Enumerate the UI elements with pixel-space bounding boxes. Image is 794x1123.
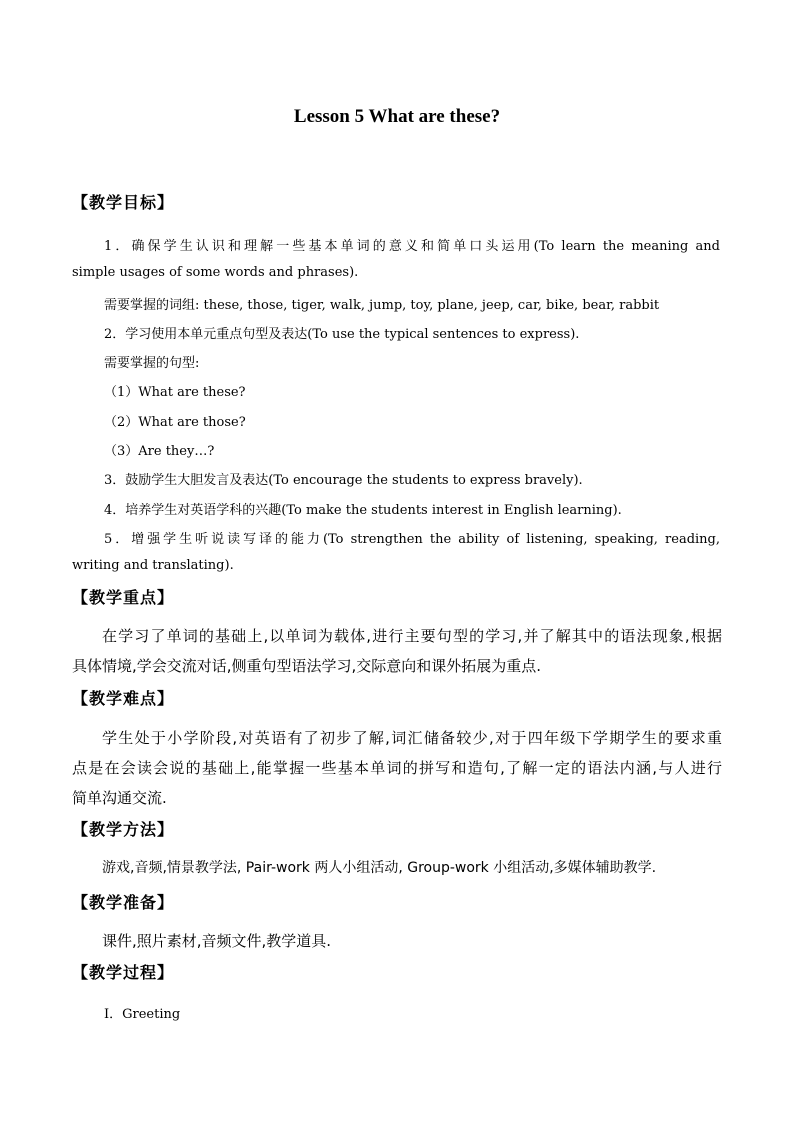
difficulties-text <box>72 723 722 813</box>
objective-2: 2．学习使用本单元重点句型及表达(To use the typical sentences to express). <box>104 327 580 342</box>
heading-methods: 【教学方法】 <box>72 820 175 839</box>
methods-line: 游戏,音频,情景教学法, Pair-work 两人小组活动, Group-work 小组活动,多媒体辅助教学. <box>102 860 657 876</box>
heading-objectives: 【教学目标】 <box>72 193 175 212</box>
heading-key-points: 【教学重点】 <box>72 588 175 607</box>
patterns-label: 需要掌握的句型: <box>104 356 200 371</box>
objective-1-line-1: 1．确保学生认识和理解一些基本单词的意义和简单口头运用(To learn the meaning and <box>104 239 720 254</box>
lesson-title: Lesson 5 What are these? <box>293 106 501 127</box>
process-step-1: Ⅰ．Greeting <box>104 1007 181 1022</box>
difficulties-line-2: 点是在会读会说的基础上,能掌握一些基本单词的拼写和造句,了解一定的语法内涵,与人进行 <box>72 759 722 777</box>
heading-process: 【教学过程】 <box>72 963 175 982</box>
pattern-2: （2）What are those? <box>104 415 246 430</box>
key-points-line-1: 在学习了单词的基础上,以单词为载体,进行主要句型的学习,并了解其中的语法现象,根据 <box>102 627 722 645</box>
heading-difficulties: 【教学难点】 <box>72 689 175 708</box>
key-points-text <box>72 621 722 681</box>
objective-4: 4．培养学生对英语学科的兴趣(To make the students interest in English learning). <box>104 503 622 518</box>
objective-3: 3．鼓励学生大胆发言及表达(To encourage the students to express bravely). <box>104 473 583 488</box>
pattern-1: （1）What are these? <box>104 385 246 400</box>
methods-text <box>72 853 722 883</box>
key-points-line-2: 具体情境,学会交流对话,侧重句型语法学习,交际意向和课外拓展为重点. <box>72 657 542 675</box>
preparation-text <box>72 926 722 956</box>
difficulties-line-3: 简单沟通交流. <box>72 789 167 807</box>
objective-5-line-1: 5．增强学生听说读写译的能力(To strengthen the ability of listening, speaking, reading, <box>104 532 720 547</box>
heading-preparation: 【教学准备】 <box>72 893 175 912</box>
difficulties-line-1: 学生处于小学阶段,对英语有了初步了解,词汇储备较少,对于四年级下学期学生的要求重 <box>102 729 722 747</box>
pattern-3: （3）Are they…? <box>104 444 215 459</box>
objective-5-line-2: writing and translating). <box>72 558 234 573</box>
objective-1-line-2: simple usages of some words and phrases). <box>72 265 359 280</box>
preparation-line: 课件,照片素材,音频文件,教学道具. <box>102 932 332 950</box>
words-to-master: 需要掌握的词组: these, those, tiger, walk, jump, toy, plane, jeep, car, bike, bear, rabbit <box>104 298 660 313</box>
